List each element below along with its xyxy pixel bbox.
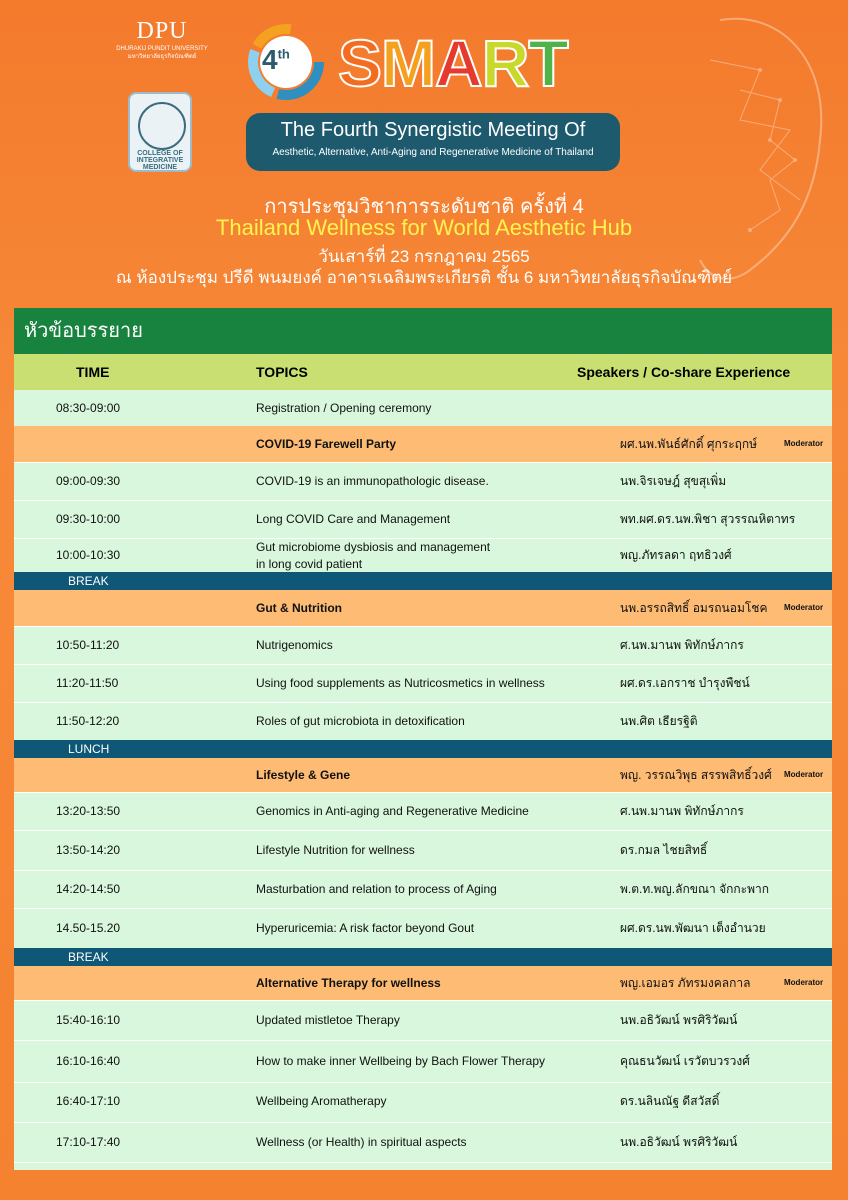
table-row xyxy=(14,1040,832,1082)
topic-line: Gut microbiome dysbiosis and management xyxy=(256,540,491,554)
table-row xyxy=(14,908,832,948)
session-topic: How to make inner Wellbeing by Bach Flower Therapy xyxy=(256,1054,546,1068)
table-row xyxy=(14,390,832,426)
university-english-name: DHURAKIJ PUNDIT UNIVERSITY xyxy=(116,46,208,52)
table-header xyxy=(14,354,832,390)
speaker-name: ผศ.ดร.นพ.พัฒนา เต็งอำนวย xyxy=(620,921,766,935)
session-topic: Roles of gut microbiota in detoxification xyxy=(256,714,465,728)
session-topic: Wellness (or Health) in spiritual aspects xyxy=(256,1135,467,1149)
table-row xyxy=(14,500,832,538)
thai-event-line: การประชุมวิชาการระดับชาติ ครั้งที่ 4 xyxy=(264,196,584,218)
logo-number: 4th xyxy=(262,44,290,75)
session-topic: Long COVID Care and Management xyxy=(256,512,451,526)
break-row xyxy=(14,740,832,758)
event-title: The Fourth Synergistic Meeting Of xyxy=(280,119,586,141)
agenda-title: หัวข้อบรรยาย xyxy=(14,308,832,354)
session-topic xyxy=(256,539,490,573)
speaker-name: ศ.นพ.มานพ พิทักษ์ภากร xyxy=(620,804,744,818)
break-label: BREAK xyxy=(68,950,109,964)
table-row xyxy=(14,1080,832,1122)
moderator-label: Moderator xyxy=(784,978,824,987)
moderator-label: Moderator xyxy=(784,439,824,448)
crest-emblem-icon xyxy=(138,102,186,150)
event-subtitle: Aesthetic, Alternative, Anti-Aging and Regenerative Medicine of Thailand xyxy=(272,147,594,158)
smart-letter: R xyxy=(481,26,529,100)
smart-logo xyxy=(338,26,568,100)
session-time: 13:50-14:20 xyxy=(56,843,121,857)
section-row xyxy=(14,758,832,792)
col-topics: TOPICS xyxy=(256,364,308,380)
section-title: Alternative Therapy for wellness xyxy=(256,976,441,990)
smart-letter: M xyxy=(381,26,436,100)
speaker-name: นพ.อธิวัฒน์ พรศิริวัฒน์ xyxy=(620,1135,738,1149)
section-row xyxy=(14,966,832,1000)
moderator-label: Moderator xyxy=(784,603,824,612)
moderator-label: Moderator xyxy=(784,770,824,779)
session-time: 08:30-09:00 xyxy=(56,401,121,415)
session-time: 13:20-13:50 xyxy=(56,804,121,818)
speaker-name: นพ.จิรเจษฎ์ สุขสุเพิ่ม xyxy=(620,474,727,488)
speaker-name: คุณธนวัฒน์ เรวัตบวรวงศ์ xyxy=(620,1054,750,1068)
session-time: 16:40-17:10 xyxy=(56,1094,121,1108)
topic-line: in long covid patient xyxy=(256,557,363,571)
moderator-name: พญ. วรรณวิพุธ สรรพสิทธิ์วงศ์ xyxy=(620,768,772,782)
session-topic: COVID-19 is an immunopathologic disease. xyxy=(256,474,489,488)
event-date: วันเสาร์ที่ 23 กรกฎาคม 2565 xyxy=(318,247,530,266)
session-time: 15:40-16:10 xyxy=(56,1013,121,1027)
section-row xyxy=(14,426,832,462)
university-name: DPU xyxy=(136,18,188,44)
session-time: 14.50-15.20 xyxy=(56,921,121,935)
university-logo xyxy=(112,18,212,61)
crest-text: COLLEGE OF INTEGRATIVE MEDICINE xyxy=(136,150,184,171)
session-topic: Lifestyle Nutrition for wellness xyxy=(256,843,415,857)
table-row xyxy=(14,1000,832,1040)
session-topic: Wellbeing Aromatherapy xyxy=(256,1094,387,1108)
row-divider xyxy=(14,1162,832,1163)
session-topic: Updated mistletoe Therapy xyxy=(256,1013,400,1027)
session-time: 16:10-16:40 xyxy=(56,1054,121,1068)
break-label: LUNCH xyxy=(68,742,110,756)
break-label: BREAK xyxy=(68,574,109,588)
poster-header xyxy=(0,0,848,300)
col-time: TIME xyxy=(76,364,110,380)
speaker-name: ผศ.ดร.เอกราช บำรุงพืชน์ xyxy=(620,676,750,690)
agenda-table xyxy=(14,308,832,1170)
session-topic: Nutrigenomics xyxy=(256,638,333,652)
session-topic: Hyperuricemia: A risk factor beyond Gout xyxy=(256,921,475,935)
col-speakers: Speakers / Co-share Experience xyxy=(577,364,791,380)
moderator-name: นพ.อรรถสิทธิ์ อมรถนอมโชค xyxy=(620,601,768,615)
table-row xyxy=(14,538,832,572)
table-row xyxy=(14,664,832,702)
table-row xyxy=(14,626,832,664)
speaker-name: ศ.นพ.มานพ พิทักษ์ภากร xyxy=(620,638,744,652)
session-topic: Genomics in Anti-aging and Regenerative Medicine xyxy=(256,804,529,818)
speaker-name: พญ.ภัทรลดา ฤทธิวงศ์ xyxy=(620,548,732,562)
table-row xyxy=(14,830,832,870)
session-time: 17:10-17:40 xyxy=(56,1135,121,1149)
table-row xyxy=(14,702,832,740)
table-row xyxy=(14,870,832,908)
session-topic: Using food supplements as Nutricosmetics in wellness xyxy=(256,676,545,690)
smart-letter: S xyxy=(338,26,382,100)
college-crest xyxy=(128,92,192,172)
session-time: 11:20-11:50 xyxy=(56,676,119,690)
smart-letter: A xyxy=(435,26,482,100)
session-time: 09:30-10:00 xyxy=(56,512,121,526)
session-time: 11:50-12:20 xyxy=(56,714,120,728)
session-topic: Masturbation and relation to process of Aging xyxy=(256,882,497,896)
speaker-name: นพ.ศิต เธียรฐิติ xyxy=(620,714,698,728)
section-title: Gut & Nutrition xyxy=(256,601,342,615)
smart-letter: T xyxy=(528,26,568,100)
university-thai-name: มหาวิทยาลัยธุรกิจบัณฑิตย์ xyxy=(127,54,197,60)
event-venue: ณ ห้องประชุม ปรีดี พนมยงค์ อาคารเฉลิมพระเกียรติ ชั้น 6 มหาวิทยาลัยธุรกิจบัณฑิตย์ xyxy=(115,268,733,287)
section-title: Lifestyle & Gene xyxy=(256,768,351,782)
speaker-name: ดร.กมล ไชยสิทธิ์ xyxy=(620,843,708,857)
break-row xyxy=(14,572,832,590)
title-box xyxy=(246,113,620,171)
section-title: COVID-19 Farewell Party xyxy=(256,437,397,451)
moderator-name: พญ.เอมอร ภัทรมงคลกาล xyxy=(620,976,751,990)
session-time: 14:20-14:50 xyxy=(56,882,121,896)
speaker-name: นพ.อธิวัฒน์ พรศิริวัฒน์ xyxy=(620,1013,738,1027)
session-time: 09:00-09:30 xyxy=(56,474,121,488)
break-row xyxy=(14,948,832,966)
speaker-name: พ.ต.ท.พญ.ลักขณา จักกะพาก xyxy=(620,882,770,896)
moderator-name: ผศ.นพ.พันธ์ศักดิ์ ศุกระฤกษ์ xyxy=(620,437,758,451)
table-row xyxy=(14,792,832,830)
table-row xyxy=(14,462,832,500)
section-row xyxy=(14,590,832,626)
table-row xyxy=(14,1122,832,1162)
session-time: 10:50-11:20 xyxy=(56,638,120,652)
speaker-name: พท.ผศ.ดร.นพ.พิชา สุวรรณหิตาทร xyxy=(620,512,796,526)
session-topic: Registration / Opening ceremony xyxy=(256,401,432,415)
speaker-name: ดร.นลินณัฐ ดีสวัสดิ์ xyxy=(620,1094,720,1108)
theme-line: Thailand Wellness for World Aesthetic Hub xyxy=(215,215,633,240)
session-time: 10:00-10:30 xyxy=(56,548,121,562)
